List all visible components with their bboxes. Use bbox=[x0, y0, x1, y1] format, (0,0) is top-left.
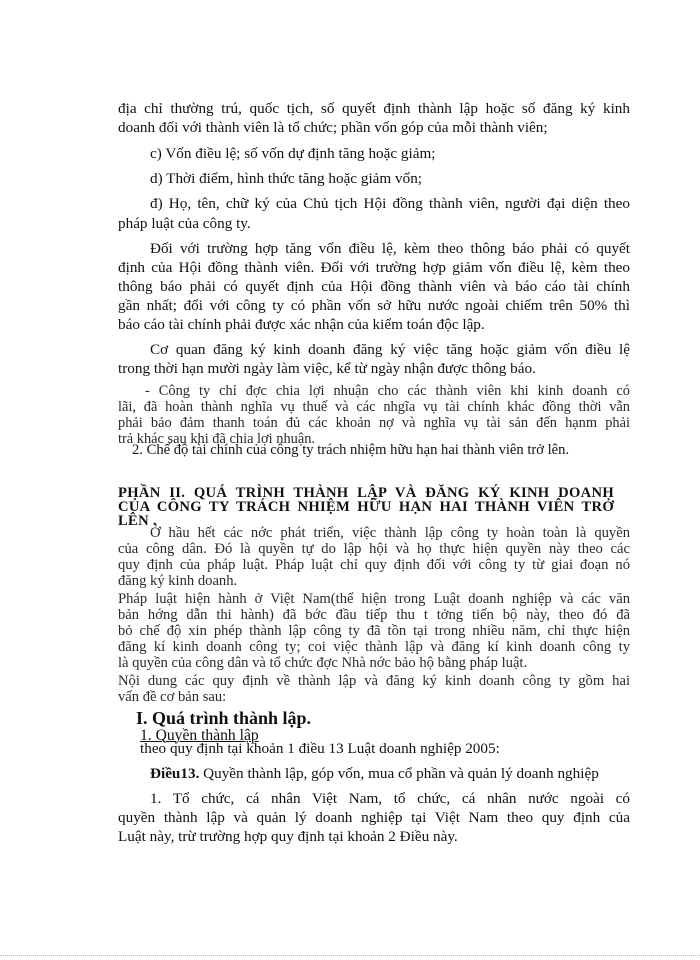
list-item-d: d) Thời điểm, hình thức tăng hoặc giảm vốn; bbox=[150, 170, 423, 187]
article-title: Quyền thành lập, góp vốn, mua cổ phần và quản lý doanh nghiệp bbox=[203, 765, 599, 782]
text-line: địa chỉ thường trú, quốc tịch, số quyết định thành lập hoặc số đăng ký kinh bbox=[118, 100, 630, 117]
part-heading: PHẦN II. QUÁ TRÌNH THÀNH LẬP VÀ ĐĂNG KÝ KINH DOANH bbox=[118, 485, 614, 501]
article-number: Điều13. bbox=[150, 765, 200, 782]
text-line: Nội dung các quy định về thành lập và đăng ký kinh doanh công ty gồm hai bbox=[118, 673, 630, 689]
text-line: của công dân. Đó là quyền tự do lập hội và họ thực hiện quyền này theo các bbox=[118, 541, 630, 557]
text-line: đăng ký kinh doanh. bbox=[118, 573, 238, 589]
text-line: bản hớng dẫn thi hành) đã bớc đầu tiếp thu t tởng tiến bộ này, theo đó đã bbox=[118, 607, 630, 623]
text-line: đăng kí kinh doanh công ty; coi việc thành lập và đăng kí kinh doanh công ty bbox=[118, 639, 630, 655]
text-line: Cơ quan đăng ký kinh doanh đăng ký việc tăng hoặc giảm vốn điều lệ bbox=[150, 341, 630, 358]
text-line: quyền thành lập và quản lý doanh nghiệp tại Việt Nam theo quy định của bbox=[118, 809, 630, 826]
part-heading: CỦA CÔNG TY TRÁCH NHIỆM HỮU HẠN HAI THÀNH VIÊN TRỞ bbox=[118, 499, 614, 515]
page-bottom-rule bbox=[0, 955, 700, 956]
text-line: thông báo phải có quyết định của Hội đồng thành viên và báo cáo tài chính bbox=[118, 278, 630, 295]
subsection-heading: 1. Quyền thành lập bbox=[140, 727, 259, 744]
text-line: Pháp luật hiện hành ở Việt Nam(thể hiện trong Luật doanh nghiệp và các văn bbox=[118, 591, 630, 607]
text-line: pháp luật của công ty. bbox=[118, 215, 251, 232]
article-line bbox=[150, 765, 599, 783]
text-line: là quyền của công dân và tổ chức đợc Nhà nớc bảo hộ bằng pháp luật. bbox=[118, 655, 528, 671]
text-line: trong thời hạn mười ngày làm việc, kể từ ngày nhận được thông báo. bbox=[118, 360, 536, 377]
text-line: trả khác sau khi đã chia lợi nhuận. bbox=[118, 431, 316, 447]
text-line: Luật này, trừ trường hợp quy định tại khoản 2 Điều này. bbox=[118, 828, 458, 845]
text-line: Ở hầu hết các nớc phát triển, việc thành lập công ty hoàn toàn là quyền bbox=[150, 525, 630, 541]
text-line: định của Hội đồng thành viên. Đối với trường hợp giảm vốn điều lệ, kèm theo bbox=[118, 259, 630, 276]
text-line: phải bảo đảm thanh toán đủ các khoản nợ và nghĩa vụ tài sản đến hạnm phải bbox=[118, 415, 630, 431]
list-item-c: c) Vốn điều lệ; số vốn dự định tăng hoặc giảm; bbox=[150, 145, 436, 162]
text-line: bỏ chế độ xin phép thành lập công ty đã tồn tại trong nhiều năm, chỉ thực hiện bbox=[118, 623, 630, 639]
text-line: lãi, đã hoàn thành nghĩa vụ thuế và các nhgĩa vụ tài chính khác đồng thời vẫn bbox=[118, 399, 630, 415]
text-line: 1. Tổ chức, cá nhân Việt Nam, tổ chức, cá nhân nước ngoài có bbox=[150, 790, 630, 807]
text-line: Đối với trường hợp tăng vốn điều lệ, kèm theo thông báo phải có quyết bbox=[150, 240, 630, 257]
part-heading: LÊN . bbox=[118, 513, 157, 529]
text-line: báo cáo tài chính phải được xác nhận của kiểm toán độc lập. bbox=[118, 316, 485, 333]
text-line: vấn đề cơ bản sau: bbox=[118, 689, 227, 705]
text-line: quy định của pháp luật. Pháp luật chỉ quy định đối với công ty từ giai đoạn nó bbox=[118, 557, 630, 573]
text-line: - Công ty chỉ đợc chia lợi nhuận cho các thành viên khi kinh doanh có bbox=[145, 383, 630, 399]
text-line: 2. Chế độ tài chính của công ty trách nhiệm hữu hạn hai thành viên trở lên. bbox=[132, 442, 570, 458]
text-line: gần nhất; đối với công ty có phần vốn sở hữu nước ngoài chiếm trên 50% thì bbox=[118, 297, 630, 314]
section-heading: I. Quá trình thành lập. bbox=[136, 708, 312, 728]
text-line: theo quy định tại khoản 1 điều 13 Luật doanh nghiệp 2005: bbox=[140, 740, 500, 757]
text-line: doanh đối với thành viên là tổ chức; phần vốn góp của mỗi thành viên; bbox=[118, 119, 548, 136]
list-item-dd: đ) Họ, tên, chữ ký của Chủ tịch Hội đồng thành viên, người đại diện theo bbox=[150, 195, 630, 212]
